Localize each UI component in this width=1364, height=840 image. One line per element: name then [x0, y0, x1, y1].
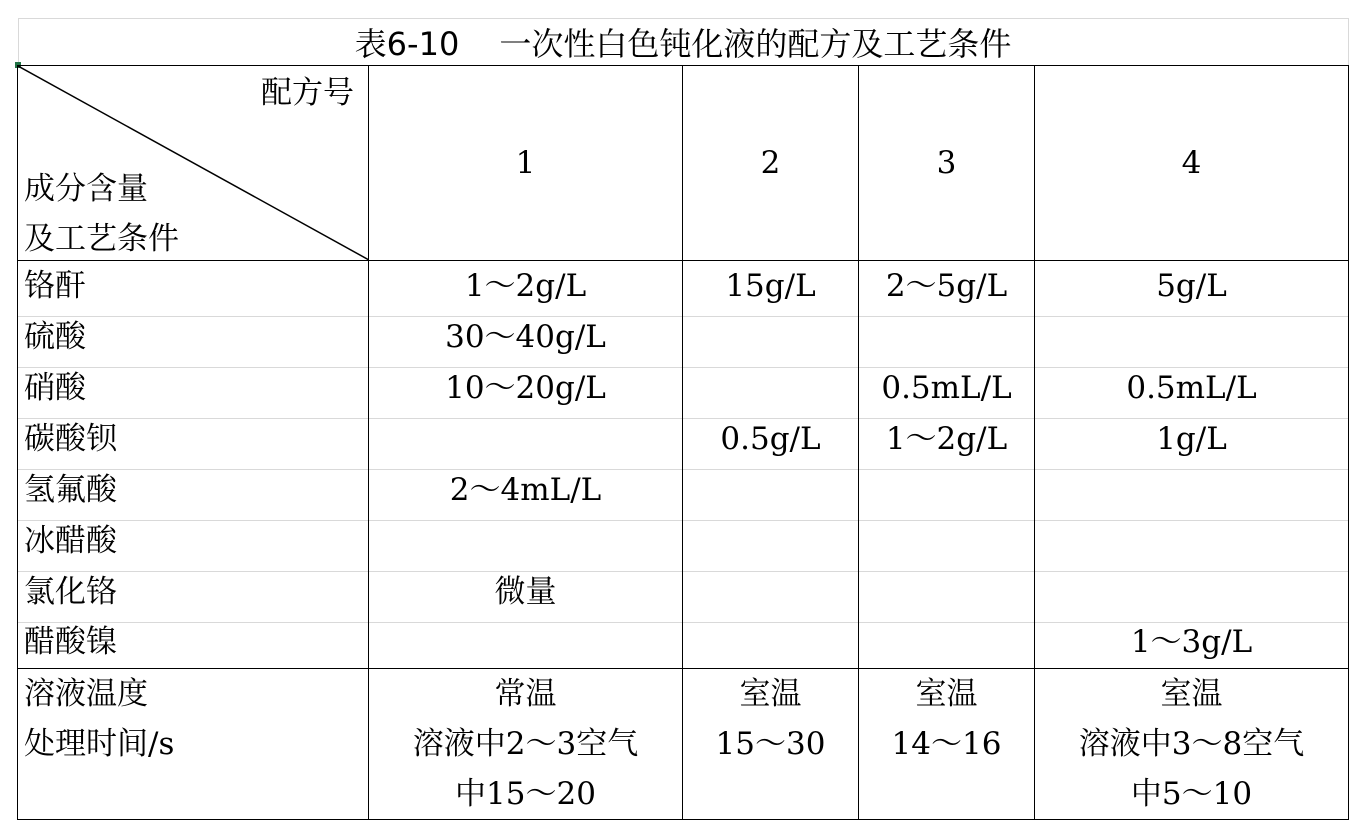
- table-row-process-conditions: [18, 668, 1349, 819]
- cell-formula-1[interactable]: 微量: [369, 566, 683, 617]
- table-row: [18, 515, 1349, 566]
- cell-formula-1[interactable]: [369, 515, 683, 566]
- diagonal-header-cell[interactable]: [18, 66, 369, 261]
- header-row: [18, 66, 1349, 261]
- cell-formula-2[interactable]: [683, 566, 859, 617]
- cell-process-2[interactable]: [683, 668, 859, 819]
- cell-formula-2[interactable]: [683, 515, 859, 566]
- cell-formula-2[interactable]: [683, 617, 859, 668]
- cell-formula-2[interactable]: 0.5g/L: [683, 413, 859, 464]
- formula-table-body: [17, 260, 1349, 820]
- cell-formula-2[interactable]: 15g/L: [683, 260, 859, 311]
- cell-formula-2[interactable]: [683, 464, 859, 515]
- header-col-3[interactable]: 3: [859, 66, 1035, 261]
- label-line: 溶液温度: [24, 675, 148, 712]
- cell-line: 中15～20: [455, 775, 596, 812]
- cell-formula-3[interactable]: 0.5mL/L: [859, 362, 1035, 413]
- cell-formula-3[interactable]: [859, 617, 1035, 668]
- cell-process-1[interactable]: [369, 668, 683, 819]
- cell-line: 中5～10: [1130, 775, 1253, 812]
- table-number: 表6-10: [354, 25, 460, 63]
- cell-process-4[interactable]: [1035, 668, 1349, 819]
- cell-formula-4[interactable]: [1035, 464, 1349, 515]
- formula-table: [17, 65, 1349, 261]
- cell-formula-3[interactable]: [859, 311, 1035, 362]
- table-row: [18, 617, 1349, 668]
- cell-formula-1[interactable]: 30～40g/L: [369, 311, 683, 362]
- cell-formula-4[interactable]: [1035, 311, 1349, 362]
- table-caption: 一次性白色钝化液的配方及工艺条件: [499, 25, 1012, 63]
- cell-formula-4[interactable]: 5g/L: [1035, 260, 1349, 311]
- cell-formula-1[interactable]: 2～4mL/L: [369, 464, 683, 515]
- row-label[interactable]: 铬酐: [18, 260, 369, 311]
- cell-line: 14～16: [891, 725, 1002, 762]
- cell-process-3[interactable]: [859, 668, 1035, 819]
- diag-bottom-label-line2: 及工艺条件: [24, 221, 179, 257]
- table-title[interactable]: [18, 18, 1348, 66]
- cell-formula-1[interactable]: 1～2g/L: [369, 260, 683, 311]
- row-label[interactable]: 氯化铬: [18, 566, 369, 617]
- row-label[interactable]: 冰醋酸: [18, 515, 369, 566]
- header-col-2[interactable]: 2: [683, 66, 859, 261]
- cell-formula-3[interactable]: [859, 464, 1035, 515]
- cell-formula-1[interactable]: [369, 413, 683, 464]
- table-row: [18, 413, 1349, 464]
- table-row: [18, 362, 1349, 413]
- cell-line: 溶液中2～3空气: [412, 725, 639, 762]
- table-row: [18, 464, 1349, 515]
- cell-formula-4[interactable]: [1035, 566, 1349, 617]
- header-col-4[interactable]: 4: [1035, 66, 1349, 261]
- gridline: [1348, 18, 1349, 66]
- row-label[interactable]: 氢氟酸: [18, 464, 369, 515]
- header-col-1[interactable]: 1: [369, 66, 683, 261]
- cell-formula-4[interactable]: [1035, 515, 1349, 566]
- cell-formula-3[interactable]: [859, 515, 1035, 566]
- cell-line: 室温: [1160, 675, 1223, 712]
- cell-formula-3[interactable]: 1～2g/L: [859, 413, 1035, 464]
- cell-line: 常温: [494, 675, 557, 712]
- cell-formula-1[interactable]: [369, 617, 683, 668]
- table-row: [18, 311, 1349, 362]
- cell-formula-1[interactable]: 10～20g/L: [369, 362, 683, 413]
- cell-formula-3[interactable]: [859, 566, 1035, 617]
- table-row: [18, 566, 1349, 617]
- cell-formula-4[interactable]: 0.5mL/L: [1035, 362, 1349, 413]
- row-label[interactable]: 醋酸镍: [18, 617, 369, 668]
- label-line: 处理时间/s: [24, 725, 175, 762]
- cell-formula-4[interactable]: 1g/L: [1035, 413, 1349, 464]
- row-label[interactable]: 硫酸: [18, 311, 369, 362]
- cell-line: 室温: [915, 675, 978, 712]
- diag-top-label: 配方号: [261, 75, 354, 111]
- cell-line: 15～30: [715, 725, 826, 762]
- diag-bottom-label-line1: 成分含量: [24, 171, 148, 207]
- row-label[interactable]: 硝酸: [18, 362, 369, 413]
- cell-line: 溶液中3～8空气: [1078, 725, 1305, 762]
- cell-formula-2[interactable]: [683, 362, 859, 413]
- cell-line: 室温: [739, 675, 802, 712]
- cell-formula-3[interactable]: 2～5g/L: [859, 260, 1035, 311]
- row-label-process[interactable]: [18, 668, 369, 819]
- table-row: [18, 260, 1349, 311]
- cell-formula-4[interactable]: 1～3g/L: [1035, 617, 1349, 668]
- cell-formula-2[interactable]: [683, 311, 859, 362]
- row-label[interactable]: 碳酸钡: [18, 413, 369, 464]
